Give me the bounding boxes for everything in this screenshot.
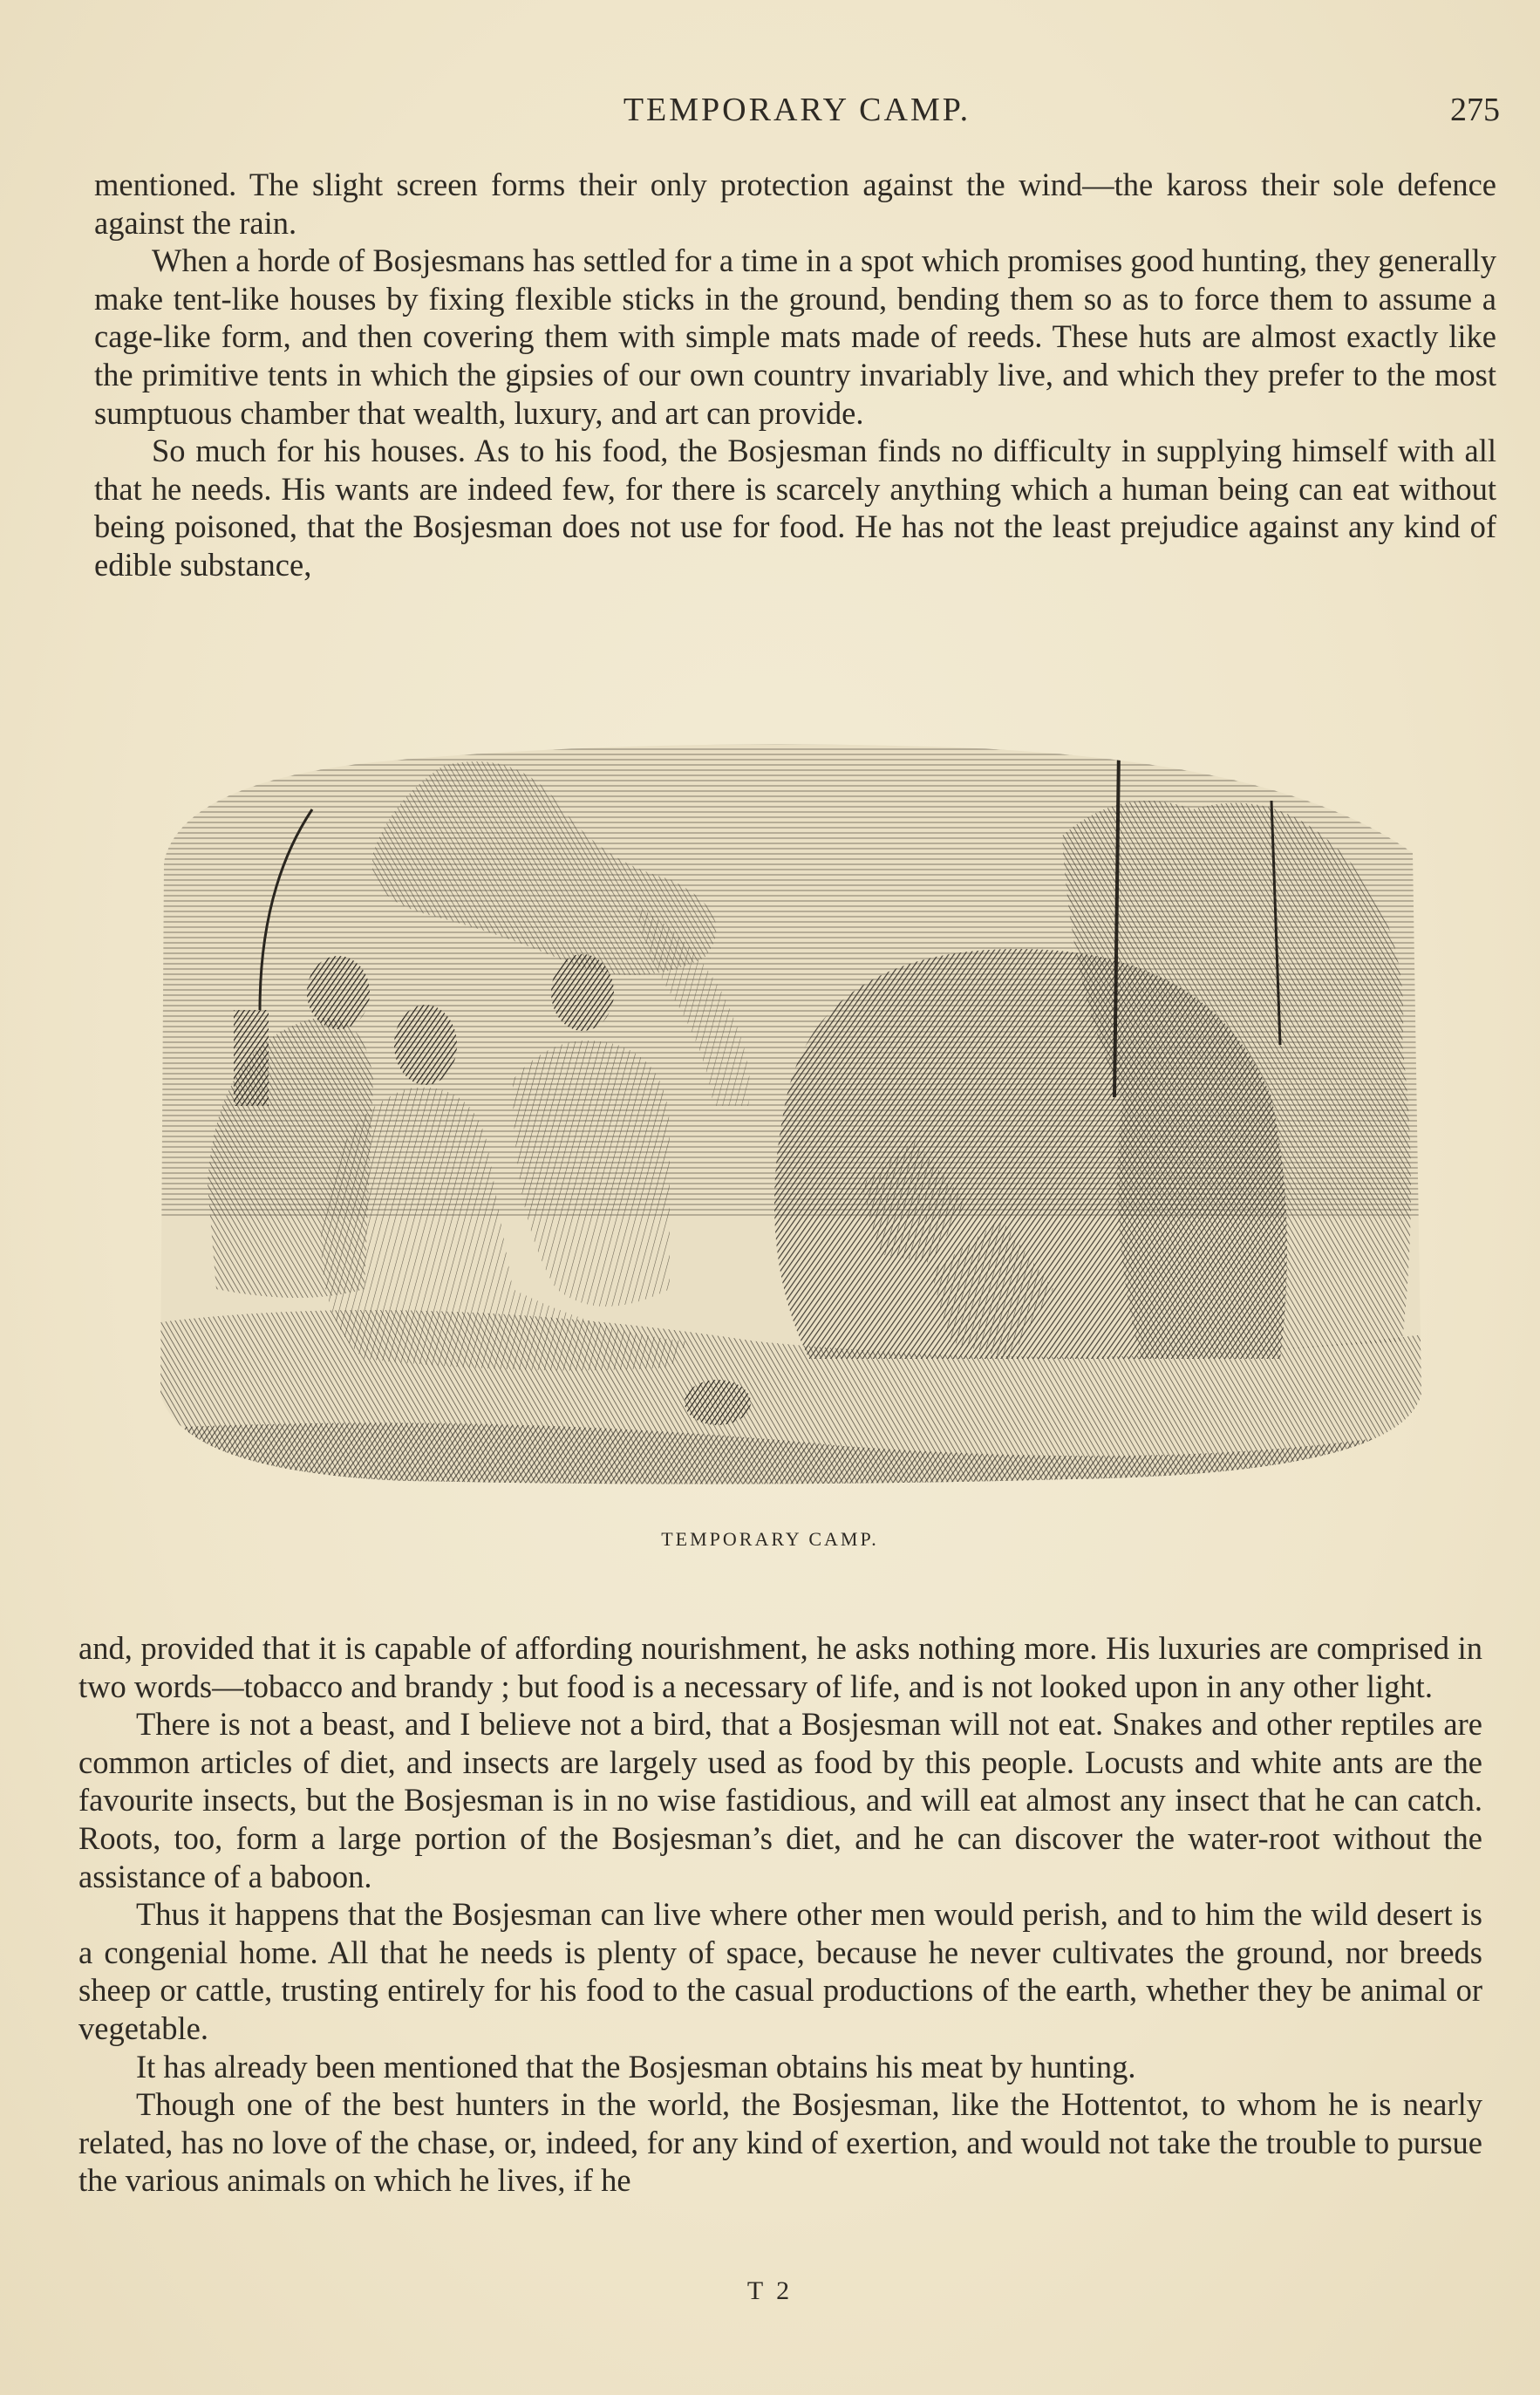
running-head xyxy=(94,84,1500,136)
paragraph: When a horde of Bosjesmans has settled for a time in a spot which promises good hunting, they generally make tent-like houses by fixing flexible sticks in the ground, bending them so as to force them to assume a cage-like form, and then covering them with simple mats made of reeds. These huts are almost exactly like the primitive tents in which the gipsies of our own country invariably live, and which they prefer to the most sumptuous chamber that wealth, luxury, and art can provide. xyxy=(94,242,1496,431)
page-number: 275 xyxy=(1450,92,1500,128)
text-block-bottom xyxy=(78,1629,1482,2200)
paragraph: Though one of the best hunters in the world, the Bosjesman, like the Hottentot, to whom he is nearly related, has no love of the chase, or, indeed, for any kind of exertion, and would not take the trouble to pursue the various animals on which he lives, if he xyxy=(78,2086,1482,2199)
gourd xyxy=(685,1380,751,1425)
signature-mark: T 2 xyxy=(746,2276,794,2305)
running-title: TEMPORARY CAMP. xyxy=(623,92,971,128)
paragraph: Thus it happens that the Bosjesman can live where other men would perish, and to him the wild desert is a congenial home. All that he needs is plenty of space, because he never cultivates the ground, nor breeds sheep or cattle, trusting entirely for his food to the casual productions of the earth, whether they be animal or vegetable. xyxy=(78,1896,1482,2046)
text-block-top xyxy=(94,166,1496,584)
paragraph: So much for his houses. As to his food, the Bosjesman finds no difficulty in supplying himself with all that he needs. His wants are indeed few, for there is scarcely anything which a human being can eat without being poisoned, that the Bosjesman does not use for food. He has not the least prejudice against any kind of edible substance, xyxy=(94,433,1496,583)
engraving-illustration xyxy=(147,731,1437,1491)
paragraph: mentioned. The slight screen forms their only protection against the wind—the kaross their sole defence against the rain. xyxy=(94,167,1496,241)
paragraph: There is not a beast, and I believe not a bird, that a Bosjesman will not eat. Snakes and other reptiles are common articles of diet, and insects are largely used as food by this people. Locusts and white ants are the favourite insects, but the Bosjesman is in no wise fastidious, and will eat almost any insect that he can catch. Roots, too, form a large portion of the Bosjesman’s diet, and he can discover the water-root without the assistance of a baboon. xyxy=(78,1706,1482,1894)
paragraph: It has already been mentioned that the Bosjesman obtains his meat by hunting. xyxy=(136,2048,1136,2085)
illustration-caption: TEMPORARY CAMP. xyxy=(661,1528,879,1550)
paragraph: and, provided that it is capable of affording nourishment, he asks nothing more. His luxuries are comprised in two words—tobacco and brandy ; but food is a necessary of life, and is not looked upon in any other light. xyxy=(78,1630,1482,1704)
